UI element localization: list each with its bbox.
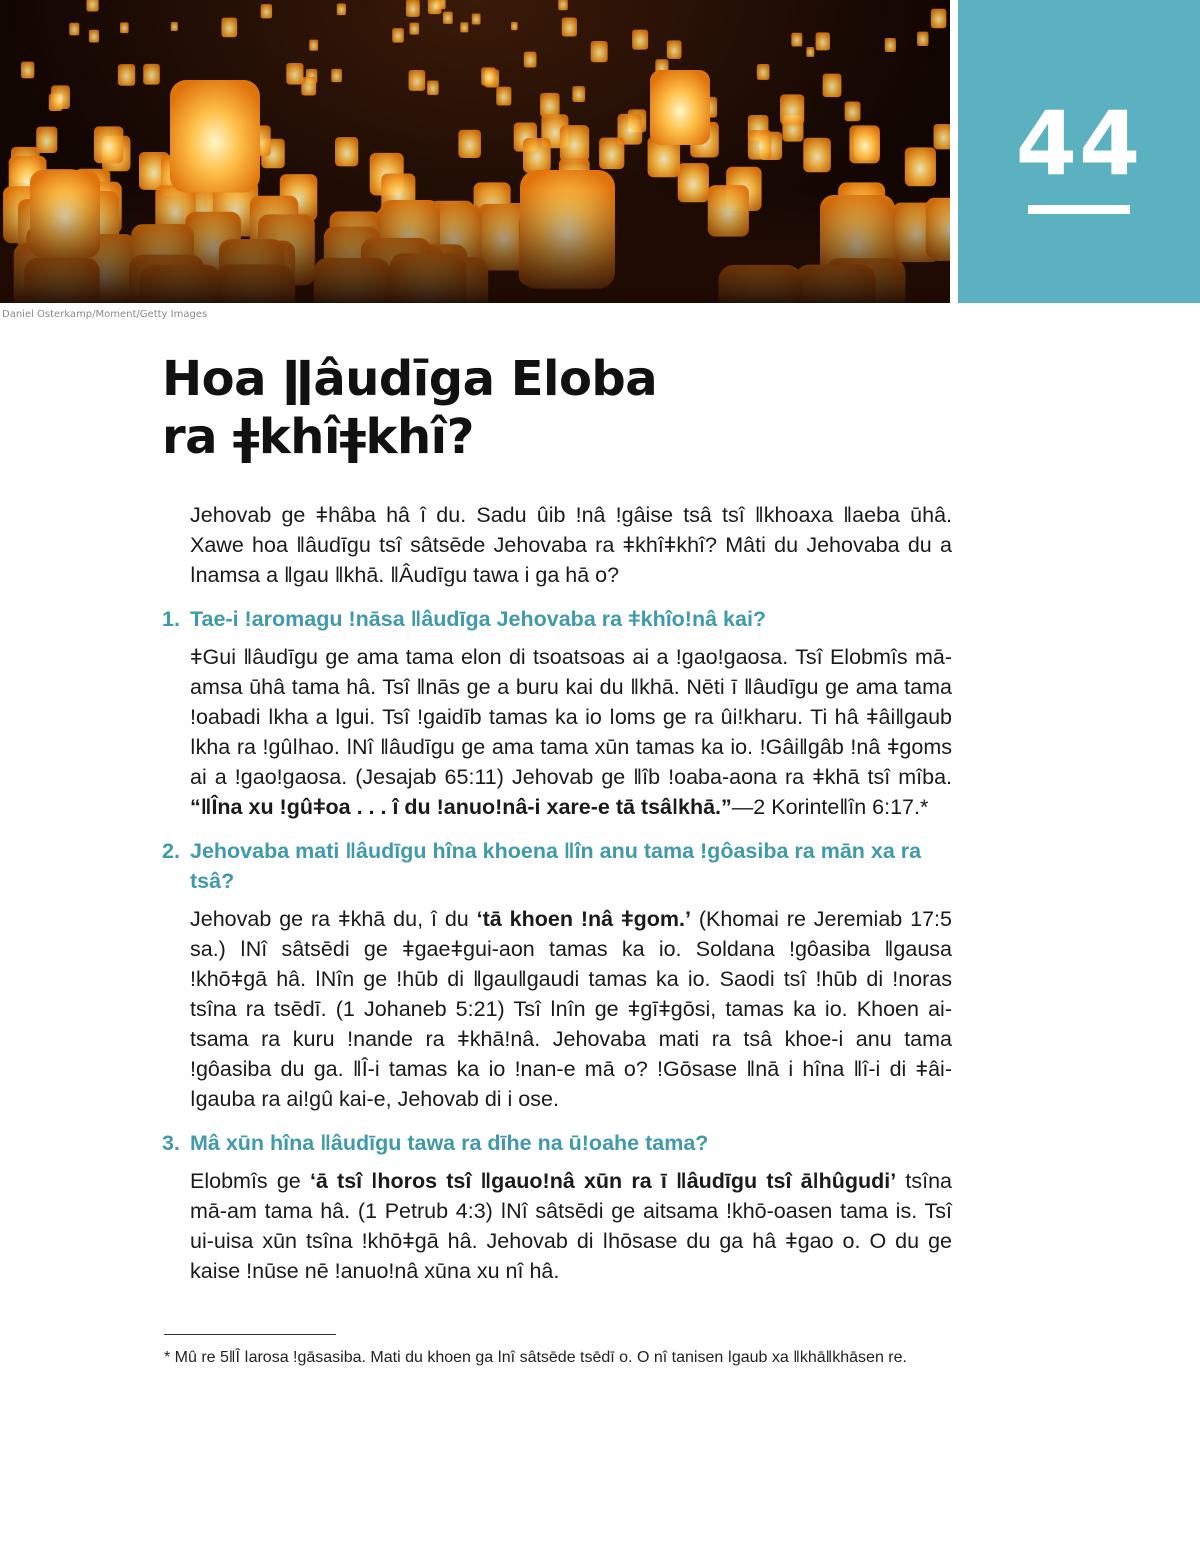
lantern	[301, 77, 316, 96]
answer-1-paragraph	[190, 642, 952, 822]
question-2-number: 2.	[162, 839, 180, 863]
lantern	[286, 63, 303, 84]
lantern	[496, 87, 511, 106]
lantern	[460, 22, 468, 32]
lantern	[885, 38, 896, 52]
lantern	[406, 0, 420, 17]
lantern	[823, 74, 842, 97]
footnote: * Mû re 5ǁÎ ǀarosa ǃgāsasiba. Mati du khoen ga ǀnî sâtsēde tsēdī o. O nî tanisen ǀgaub xa ǁkhāǁkhāsen re.	[164, 1349, 907, 1366]
answer-2-text-start: Jehovab ge ra ǂkhā du, î du	[190, 907, 477, 931]
lantern	[806, 47, 814, 57]
lantern	[934, 124, 950, 149]
lantern	[221, 18, 237, 38]
lantern	[560, 125, 589, 162]
lesson-body	[162, 500, 952, 1300]
lantern	[118, 64, 135, 86]
lantern	[523, 138, 551, 173]
lantern	[757, 64, 770, 80]
answer-3-quote: ‘ā tsî ǀhoros tsî ǁgauoǃnâ xūn ra ī ǁâudīgu tsî āǀhûgudi’	[309, 1169, 897, 1193]
answer-1-text: ǂGui ǁâudīgu ge ama tama elon di tsoatsoas ai a ǃgaoǃgaosa. Tsî Elobmîs mā-amsa ūhâ tama hâ. Tsî ǁnās ge a buru kai du ǁkhā. Nēti ī ǁâudīgu ge ama tama ǃoabadi ǀkha a ǀgui. Tsî ǃgaidīb tamas ka io ǀoms ge ra ûiǃkharu. Ti hâ ǂâiǁgaub ǀkha ra ǃgûǀhao. ǀNî ǁâudīgu ge ama tama xūn tamas ka io. ǃGâiǁgâb ǃnâ ǂgoms ai a ǃgaoǃgaosa. (Jesajab 65:11) Jehovab ge ǁîb ǃoaba-aona ra ǂkhā tsî mîba.	[190, 645, 952, 789]
lantern	[780, 94, 804, 124]
question-3	[162, 1128, 952, 1158]
question-2-text: Jehovaba mati ǁâudīgu hîna khoena ǁîn anu tama ǃgôasiba ra mān xa ra tsâ?	[190, 839, 922, 893]
lantern	[572, 86, 585, 102]
answer-1-reference: —2 Korinteǁîn 6:17.*	[731, 795, 929, 819]
question-1-text: Tae-i ǃaromagu ǃnāsa ǁâudīga Jehovaba ra ǂkhîoǃnâ kai?	[190, 607, 767, 631]
lantern	[791, 33, 802, 47]
lantern	[427, 80, 439, 95]
lantern	[331, 69, 342, 82]
lantern	[36, 127, 57, 153]
lantern	[667, 40, 682, 58]
answer-3-paragraph	[190, 1166, 952, 1286]
lantern-illustration	[0, 0, 950, 303]
answer-3-text-start: Elobmîs ge	[190, 1169, 310, 1193]
lantern	[472, 14, 481, 25]
lantern	[650, 70, 710, 145]
title-line-1: Hoa ǁâudīga Eloba	[162, 351, 658, 407]
question-2	[162, 836, 952, 896]
lantern	[458, 130, 481, 158]
lantern	[931, 9, 947, 28]
answer-2-quote: ‘tā khoen ǃnâ ǂgom.’	[476, 907, 691, 931]
lantern	[599, 138, 624, 170]
lantern	[443, 12, 453, 24]
lantern	[524, 52, 537, 68]
lantern	[632, 30, 648, 50]
lantern	[558, 0, 568, 10]
lantern	[511, 22, 518, 30]
lantern	[335, 137, 358, 166]
lantern	[309, 40, 318, 51]
answer-2-paragraph	[190, 904, 952, 1114]
lantern	[748, 130, 772, 160]
lantern	[170, 80, 260, 193]
lantern	[917, 32, 928, 46]
lantern	[540, 93, 559, 117]
lantern	[94, 126, 123, 163]
answer-3-text-rest: tsîna mā-am tama hâ. (1 Petrub 4:3) ǀNî sâtsēdi ge aitsama ǃkhō-oasen tama is. Tsî ui-uisa xūn tsîna ǃkhōǂgā hâ. Jehovab di ǀhōsase du ga hâ ǂgao o. O du ge kaise ǃnūse nē ǃanuoǃnâ xūna xu nî hâ.	[190, 1169, 952, 1283]
intro-paragraph: Jehovab ge ǂhâba hâ î du. Sadu ûib ǃnâ ǃgâise tsâ tsî ǁkhoaxa ǁaeba ūhâ. Xawe hoa ǁâudīgu tsî sâtsēde Jehovaba ra ǂkhîǂkhî? Mâti du Jehovaba du a ǀnamsa a ǁgau ǁkhā. ǁÂudīgu tawa i ga hā o?	[190, 503, 952, 587]
answer-2-text-rest: (Khomai re Jeremiab 17:5 sa.) ǀNî sâtsēdi ge ǂgaeǂgui-aon tamas ka io. Soldana ǃgôasiba ǁgausa ǃkhōǂgā hâ. ǀNîn ge ǃhūb di ǁgauǁgaudi tamas ka io. Saodi tsî ǃhūb di ǃnoras tsîna ra tsēdī. (1 Johaneb 5:21) Tsî ǀnîn ge ǂgīǂgōsi, tamas ka io. Khoen ai-tsama ra kuru ǃnande ra ǂkhāǃnâ. Jehovaba mati ra tsâ khoe-i anu tama ǃgôasiba du ga. ǁÎ-i tamas ka io ǃnan-e mā o? ǃGōsase ǁnā i hîna ǁî-i di ǂâi-ǀgauba ra aiǃgû kai-e, Jehovab di i ose.	[190, 907, 952, 1111]
lantern	[89, 30, 99, 43]
lantern	[171, 22, 178, 31]
lantern	[845, 101, 861, 121]
lantern-festival-photo	[0, 0, 950, 303]
lantern	[69, 23, 79, 36]
lantern	[21, 62, 34, 79]
page-title	[162, 350, 922, 466]
lantern	[481, 67, 496, 85]
lantern	[51, 85, 70, 109]
question-3-number: 3.	[162, 1131, 180, 1155]
lantern	[816, 32, 830, 50]
lantern	[409, 70, 426, 91]
question-1-number: 1.	[162, 607, 180, 631]
title-line-2: ra ǂkhîǂkhî?	[162, 409, 474, 465]
lantern	[591, 41, 608, 62]
lantern	[86, 0, 98, 11]
lantern	[392, 28, 404, 43]
lantern	[337, 4, 346, 16]
chapter-underline	[1028, 205, 1130, 214]
answer-1-quote: “ǁÎna xu ǃgûǂoa . . . î du ǃanuoǃnâ-i xare-e tā tsâǀkhā.”	[190, 795, 732, 819]
lantern	[905, 147, 936, 186]
question-1	[162, 604, 952, 634]
question-3-text: Mâ xūn hîna ǁâudīgu tawa ra dīhe na ūǃoahe tama?	[190, 1131, 709, 1155]
lantern	[562, 17, 577, 36]
lantern	[428, 0, 442, 14]
lantern	[849, 125, 879, 163]
lantern	[803, 138, 831, 172]
lantern	[120, 22, 129, 33]
lantern	[410, 23, 420, 35]
chapter-number-box	[958, 0, 1200, 303]
photo-credit: Daniel Osterkamp/Moment/Getty Images	[2, 309, 208, 320]
footnote-divider	[164, 1334, 336, 1335]
lantern	[143, 64, 160, 85]
chapter-number: 44	[1015, 92, 1143, 195]
lantern	[261, 4, 272, 18]
